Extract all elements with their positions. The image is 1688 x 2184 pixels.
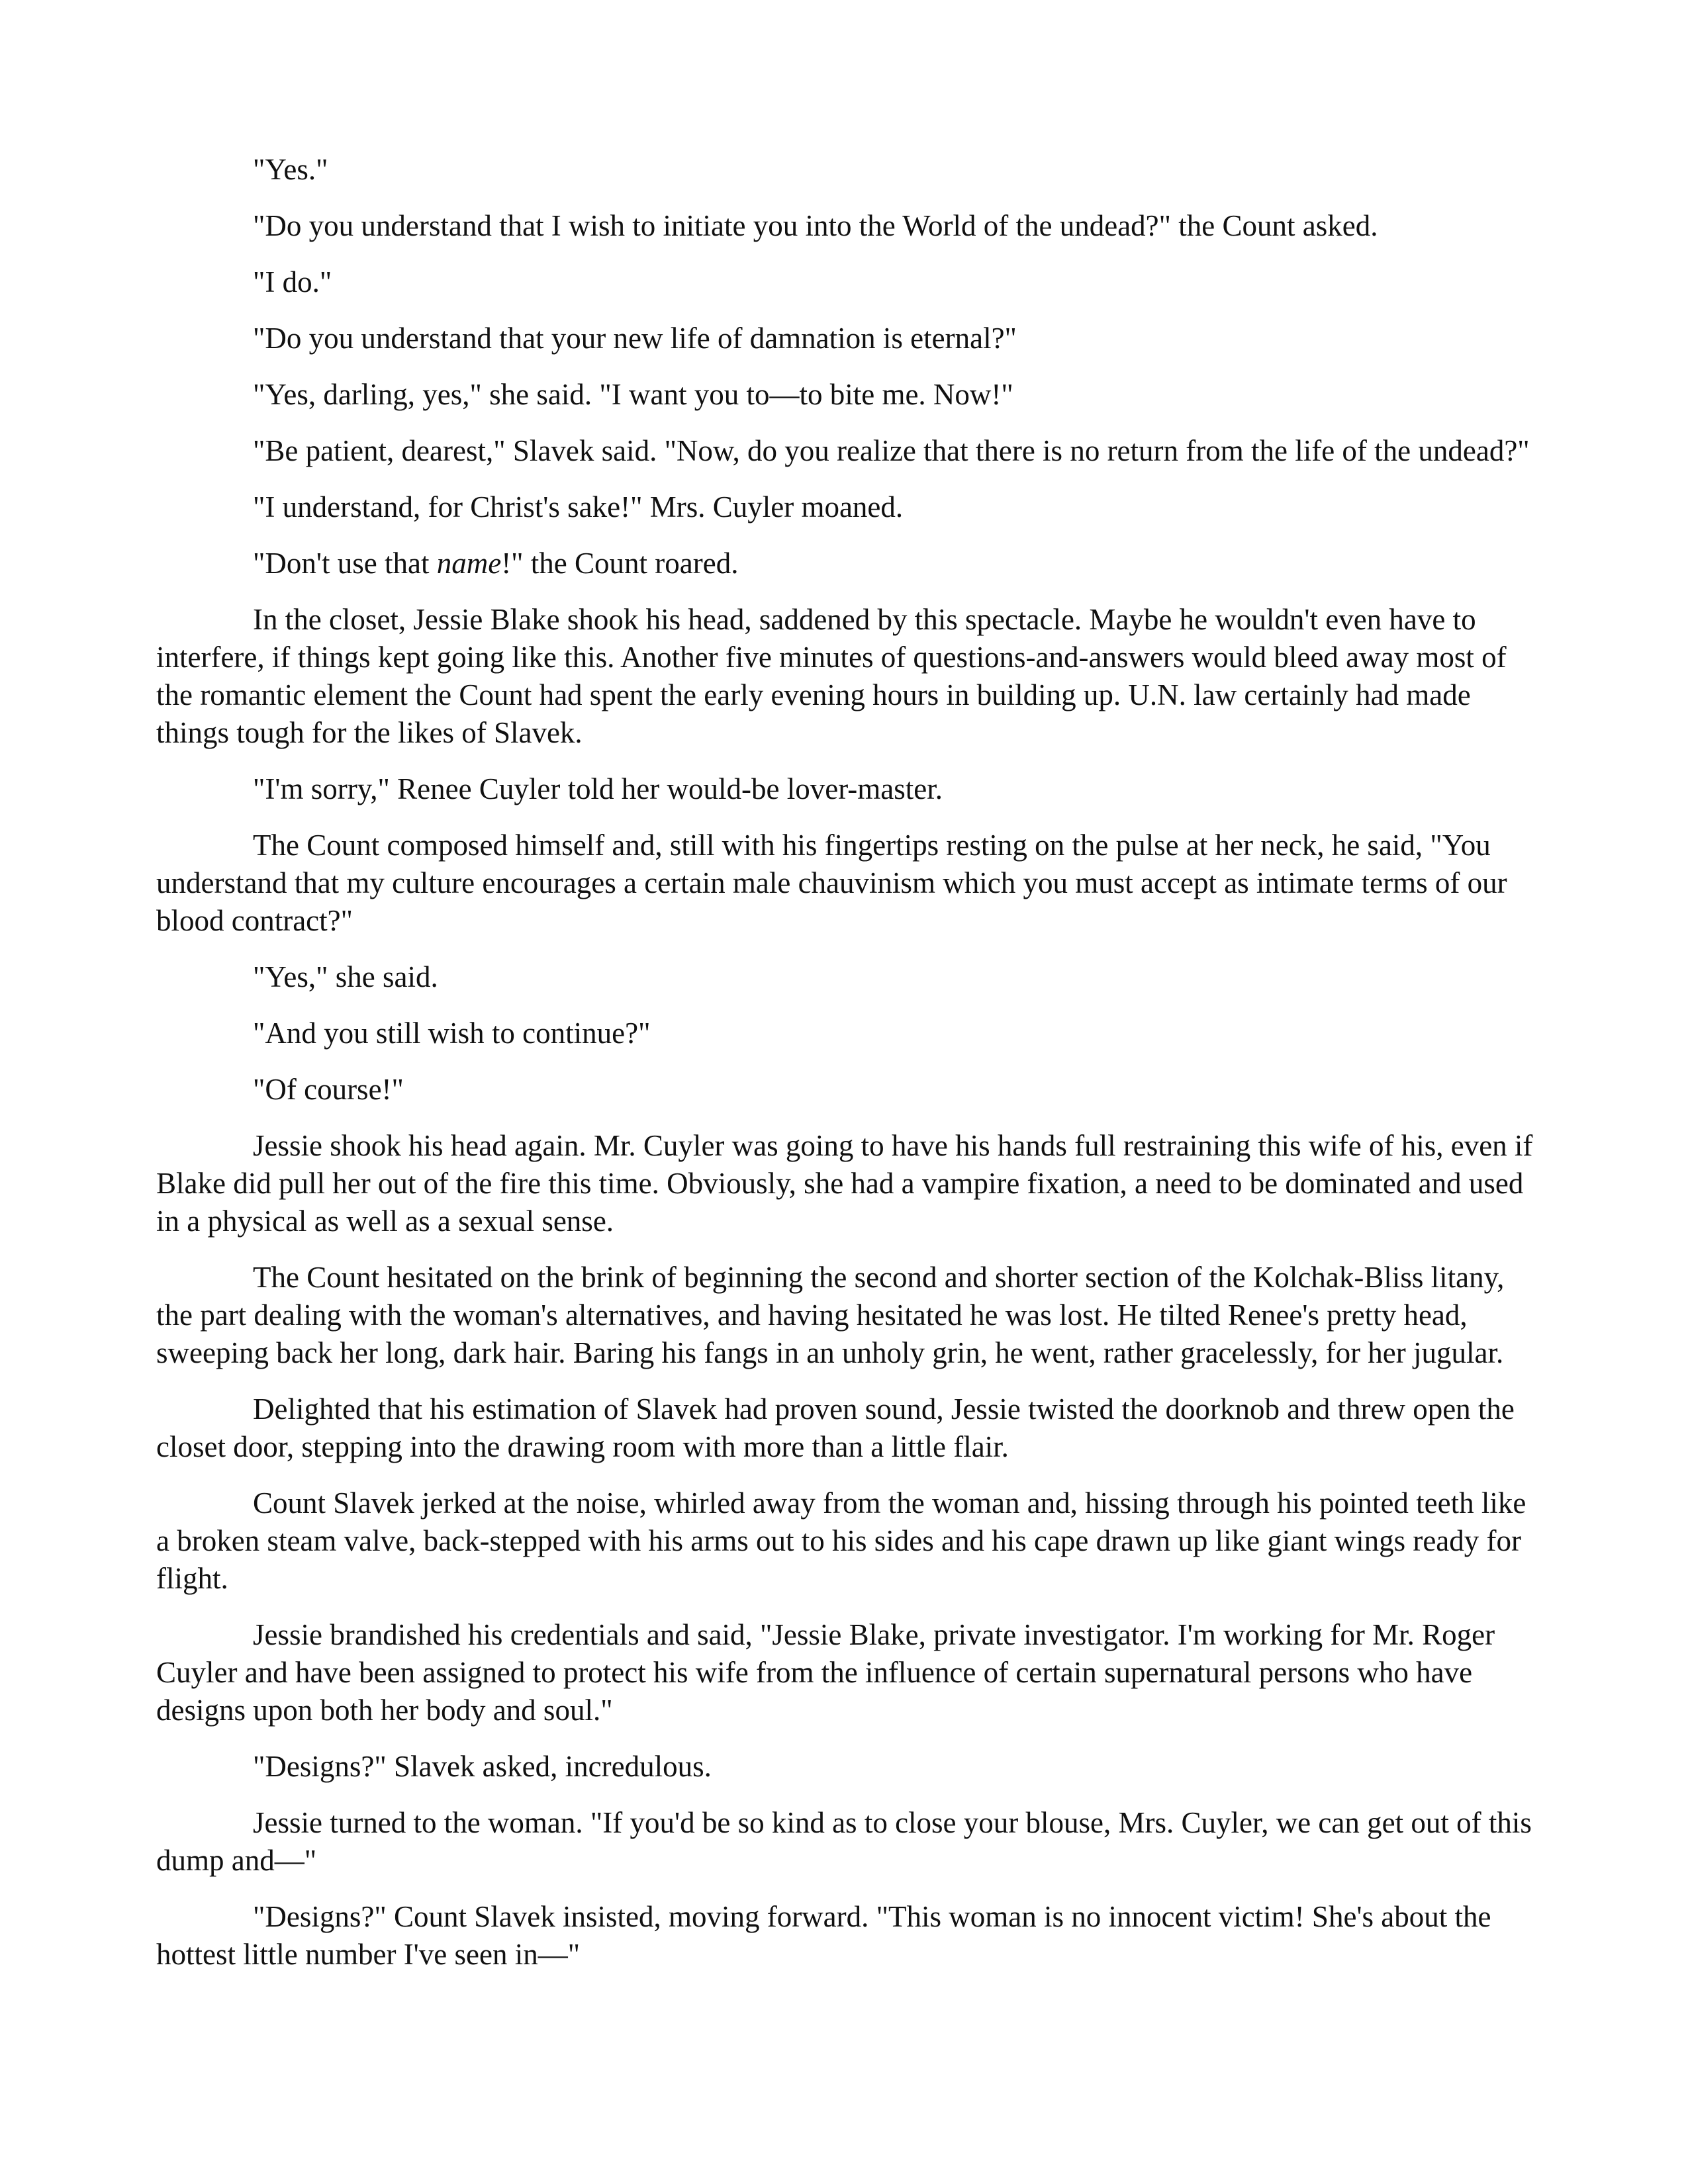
paragraph: The Count hesitated on the brink of beginning the second and shorter section of the Kolchak-Bliss litany, the part dealing with the woman's alternatives, and having hesitated he was lost. He tilted Renee's pretty head, sweeping back her long, dark hair. Baring his fangs in an unholy grin, he went, rather gracelessly, for her jugular. [156, 1261, 1505, 1369]
paragraph: "Yes." [253, 153, 328, 186]
paragraph: "I'm sorry," Renee Cuyler told her would-be lover-master. [253, 772, 943, 805]
paragraph: "I do." [253, 265, 332, 298]
paragraph: Delighted that his estimation of Slavek had proven sound, Jessie twisted the doorknob and threw open the closet door, stepping into the drawing room with more than a little flair. [156, 1392, 1515, 1463]
paragraph: "Yes, darling, yes," she said. "I want you to—to bite me. Now!" [253, 378, 1013, 411]
paragraph: "Of course!" [253, 1073, 404, 1106]
paragraph: "Do you understand that your new life of damnation is eternal?" [253, 322, 1017, 355]
paragraph: Jessie shook his head again. Mr. Cuyler was going to have his hands full restraining this wife of his, even if Blake did pull her out of the fire this time. Obviously, she had a vampire fixation, a need to be dominated and used in a physical as well as a sexual sense. [156, 1129, 1533, 1238]
document-page [156, 151, 1533, 1992]
paragraph: "Do you understand that I wish to initiate you into the World of the undead?" the Count asked. [253, 209, 1378, 242]
paragraph: The Count composed himself and, still with his fingertips resting on the pulse at her neck, he said, "You understand that my culture encourages a certain male chauvinism which you must accept as intimate terms of our blood contract?" [156, 829, 1507, 937]
paragraph: Count Slavek jerked at the noise, whirled away from the woman and, hissing through his pointed teeth like a broken steam valve, back-stepped with his arms out to his sides and his cape drawn up like giant wings ready for flight. [156, 1486, 1526, 1595]
paragraph: "Yes," she said. [253, 960, 438, 993]
paragraph: "And you still wish to continue?" [253, 1017, 651, 1050]
paragraph: "I understand, for Christ's sake!" Mrs. Cuyler moaned. [253, 490, 904, 523]
emphasized-word: name [436, 547, 502, 580]
paragraph: "Be patient, dearest," Slavek said. "Now, do you realize that there is no return from the life of the undead?" [253, 434, 1530, 467]
paragraph: "Designs?" Slavek asked, incredulous. [253, 1750, 712, 1783]
paragraph: Jessie turned to the woman. "If you'd be so kind as to close your blouse, Mrs. Cuyler, we can get out of this dump and—" [156, 1806, 1532, 1877]
paragraph: Jessie brandished his credentials and said, "Jessie Blake, private investigator. I'm working for Mr. Roger Cuyler and have been assigned to protect his wife from the influence of certain supernatural persons who have designs upon both her body and soul." [156, 1618, 1495, 1727]
paragraph: "Designs?" Count Slavek insisted, moving forward. "This woman is no innocent victim! She's about the hottest little number I've seen in—" [156, 1900, 1491, 1971]
paragraph-text-before: "Don't use that [253, 547, 437, 580]
paragraph: In the closet, Jessie Blake shook his head, saddened by this spectacle. Maybe he wouldn't even have to interfere, if things kept going like this. Another five minutes of questions-and-answers would bleed away most of the romantic element the Count had spent the early evening hours in building up. U.N. law certainly had made things tough for the likes of Slavek. [156, 603, 1507, 749]
paragraph-text-after: !" the Count roared. [501, 547, 739, 580]
paragraph-with-emphasis [156, 545, 1533, 582]
